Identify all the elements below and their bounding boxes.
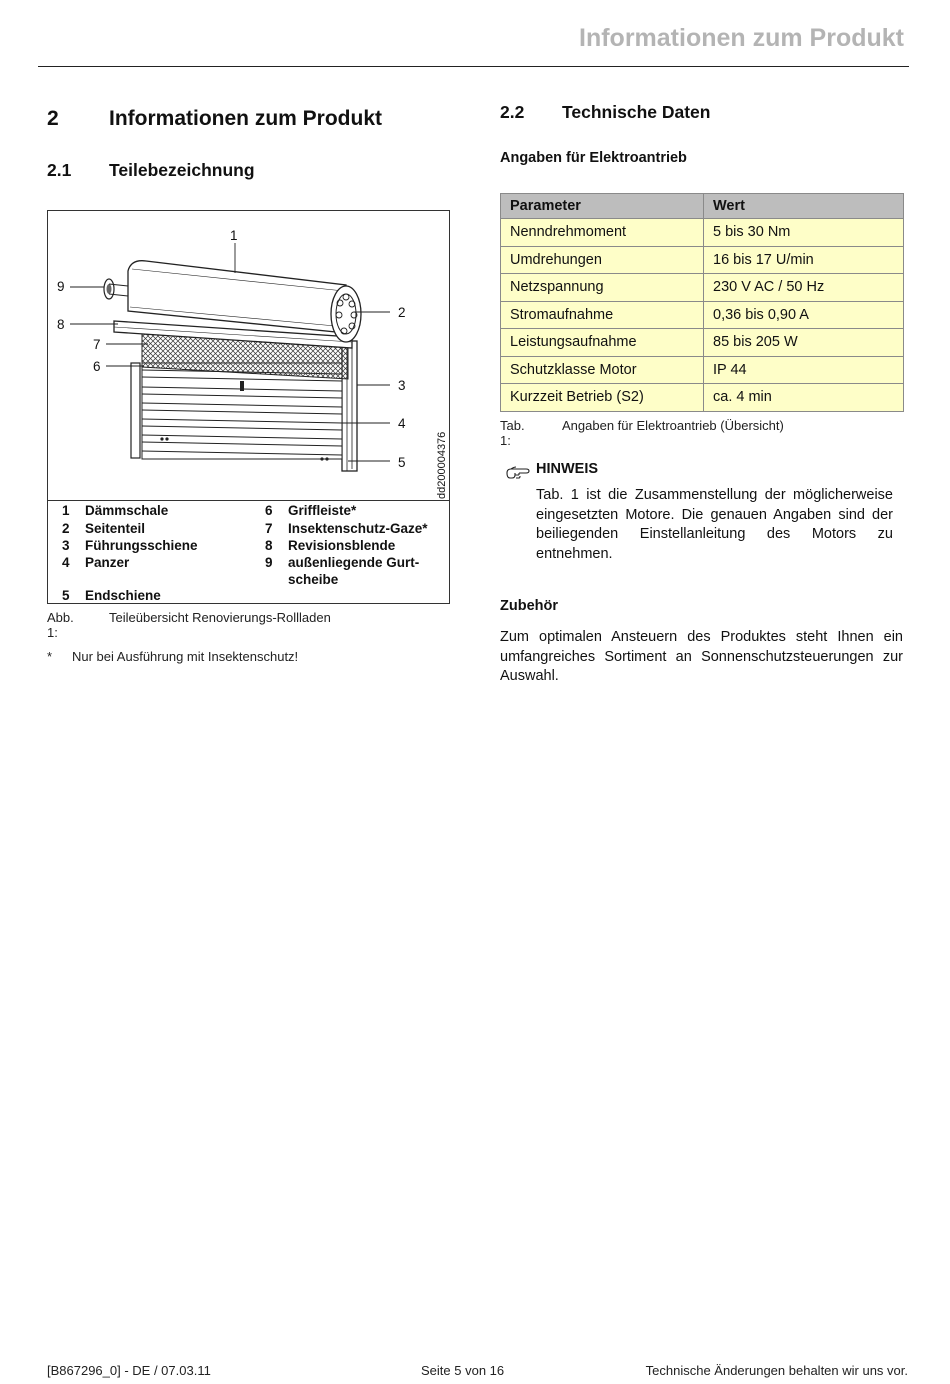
- callout-7: 7: [93, 337, 101, 352]
- callout-6: 6: [93, 359, 101, 374]
- section-number: 2: [47, 107, 59, 130]
- table-row: [501, 301, 904, 329]
- callout-1: 1: [230, 228, 238, 243]
- callout-8: 8: [57, 317, 65, 332]
- figure-box: 1 2 3 4 5 6 7 8 9 dd200004376 1 Dämmschale 2 Seitenteil 3 Führungsschiene 4 Panzer 5 Endschiene 6 Griffleiste* 7 Insektenschutz-Gaze* 8 Revisionsblende 9 außenliegende Gurt- scheibe: [47, 210, 450, 604]
- table-row: [501, 384, 904, 412]
- callout-3: 3: [398, 378, 406, 393]
- section-title: Informationen zum Produkt: [109, 107, 382, 130]
- pointing-hand-icon: [506, 464, 530, 480]
- drawing-id: dd200004376: [436, 431, 448, 499]
- table-cell: 85 bis 205 W: [704, 329, 904, 357]
- table-heading: Angaben für Elektroantrieb: [500, 150, 687, 166]
- table-row: [501, 246, 904, 274]
- technical-data-table: [500, 193, 904, 412]
- subsection-1-title: Teilebezeichnung: [109, 160, 255, 180]
- callout-4: 4: [398, 416, 406, 431]
- callout-9: 9: [57, 279, 65, 294]
- table-row: [501, 356, 904, 384]
- header-rule: [38, 66, 909, 67]
- callout-5: 5: [398, 455, 406, 470]
- note-text: Tab. 1 ist die Zusammenstellung der möglicherweise eingesetzten Motore. Die genauen Angaben sind der beiliegenden Einstellanleitung des Motors zu entnehmen.: [536, 487, 893, 562]
- table-cell: Schutzklasse Motor: [501, 356, 704, 384]
- table-header-row: [501, 194, 904, 219]
- table-cell: IP 44: [704, 356, 904, 384]
- footer-page-number: Seite 5 von 16: [421, 1363, 505, 1378]
- table-row: [501, 329, 904, 357]
- column-header-value: Wert: [704, 194, 904, 219]
- table-cell: Nenndrehmoment: [501, 219, 704, 247]
- subsection-1-number: 2.1: [47, 160, 72, 180]
- roller-shutter-drawing: [48, 211, 449, 500]
- table-cell: Netzspannung: [501, 274, 704, 302]
- column-header-parameter: Parameter: [501, 194, 704, 219]
- table-cell: Kurzzeit Betrieb (S2): [501, 384, 704, 412]
- legend-separator: [48, 500, 449, 501]
- footer-doc-ref: [B867296_0] - DE / 07.03.11: [47, 1363, 211, 1378]
- table-cell: 16 bis 17 U/min: [704, 246, 904, 274]
- table-cell: 230 V AC / 50 Hz: [704, 274, 904, 302]
- accessories-title: Zubehör: [500, 598, 558, 614]
- table-row: [501, 274, 904, 302]
- table-cell: Umdrehungen: [501, 246, 704, 274]
- table-cell: Leistungsaufnahme: [501, 329, 704, 357]
- table-cell: 0,36 bis 0,90 A: [704, 301, 904, 329]
- table-cell: 5 bis 30 Nm: [704, 219, 904, 247]
- table-cell: Stromaufnahme: [501, 301, 704, 329]
- table-cell: ca. 4 min: [704, 384, 904, 412]
- callout-2: 2: [398, 305, 406, 320]
- accessories-text: Zum optimalen Ansteuern des Produktes steht Ihnen ein umfangreiches Sortiment an Sonnenschutzsteuerungen zur Auswahl.: [500, 629, 903, 685]
- running-header-title: Informationen zum Produkt: [579, 24, 904, 52]
- subsection-2-number: 2.2: [500, 102, 525, 122]
- footer-notice: Technische Änderungen behalten wir uns vor.: [645, 1363, 908, 1378]
- subsection-2-title: Technische Daten: [562, 102, 711, 122]
- table-row: [501, 219, 904, 247]
- note-title: HINWEIS: [536, 461, 599, 477]
